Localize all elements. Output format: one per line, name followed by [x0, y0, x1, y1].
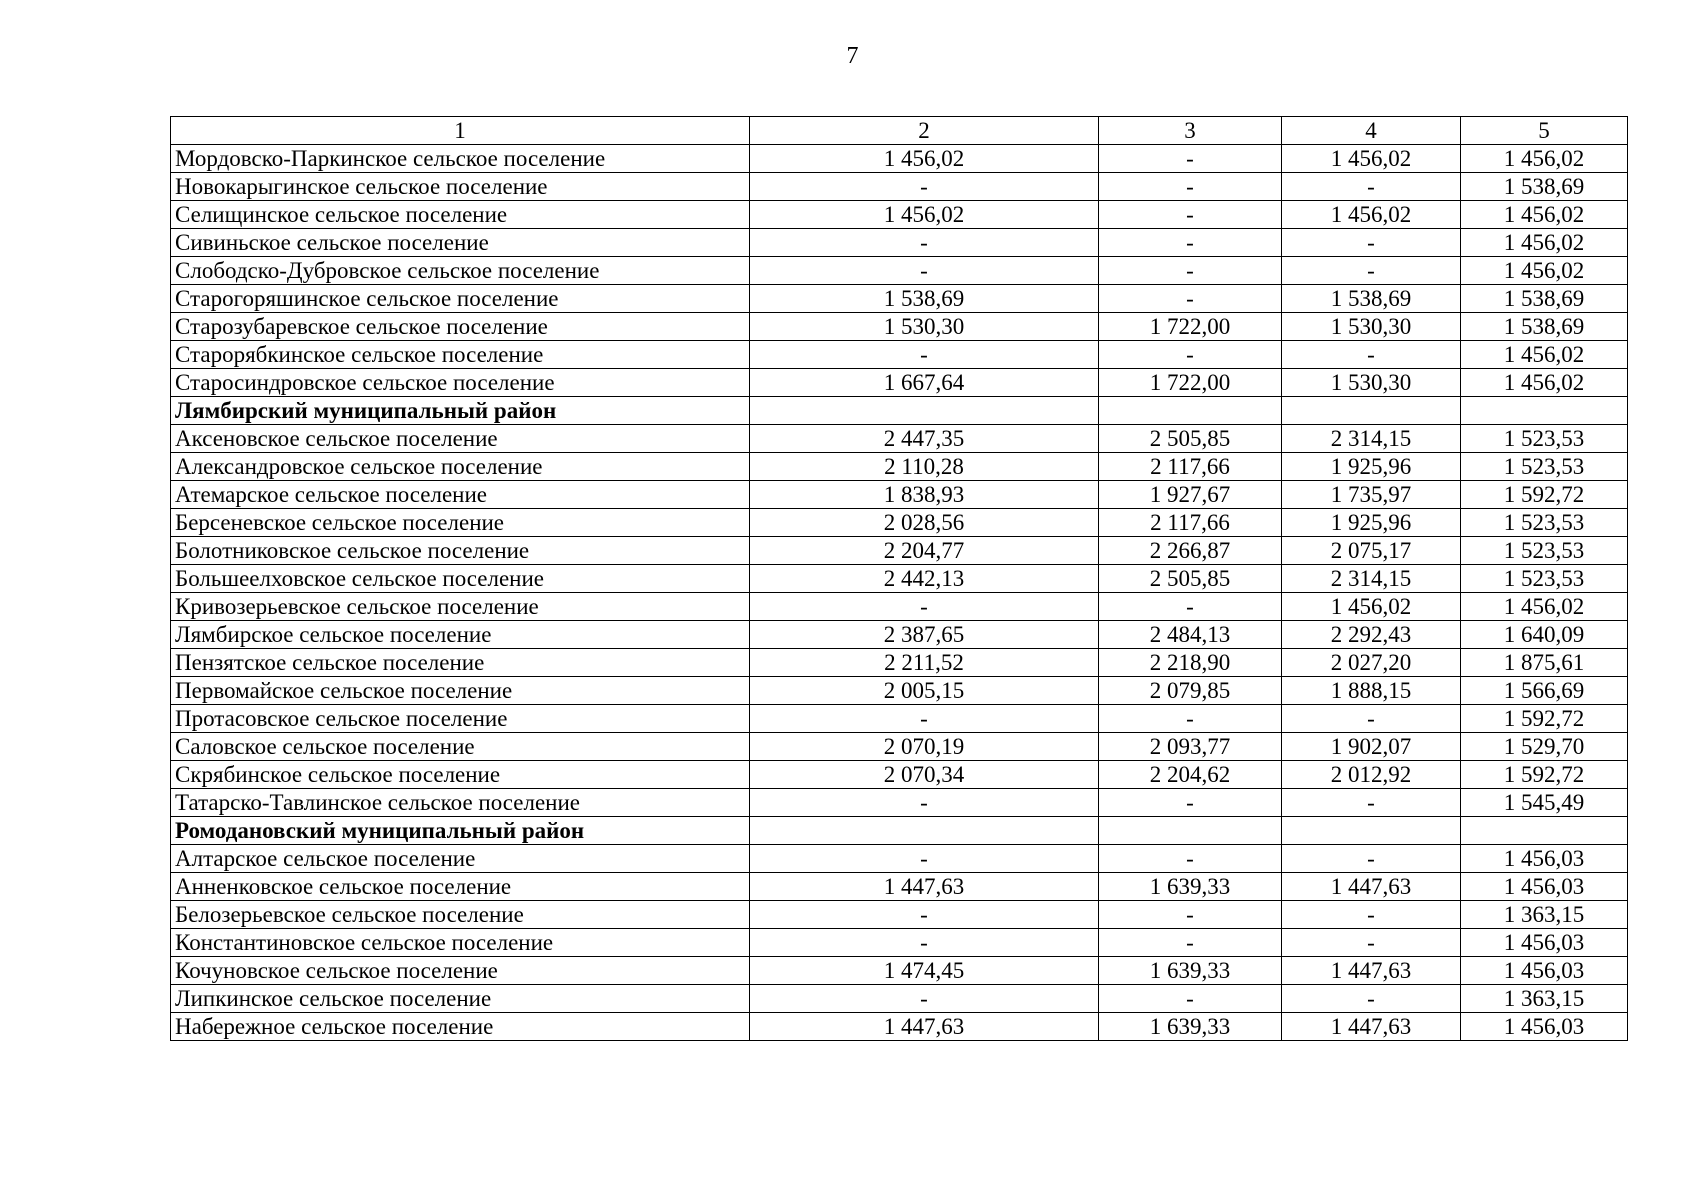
value-cell-col4: 1 456,02	[1282, 593, 1461, 621]
value-cell-col2: -	[750, 593, 1099, 621]
table-row	[171, 369, 1628, 397]
value-cell-col2: 2 447,35	[750, 425, 1099, 453]
value-cell-col5: 1 566,69	[1461, 677, 1628, 705]
settlement-name-cell: Мордовско-Паркинское сельское поселение	[171, 145, 750, 173]
table-row	[171, 929, 1628, 957]
settlement-name-cell: Старорябкинское сельское поселение	[171, 341, 750, 369]
table-row	[171, 593, 1628, 621]
value-cell-col5: 1 363,15	[1461, 901, 1628, 929]
value-cell-col4: -	[1282, 341, 1461, 369]
table-row	[171, 313, 1628, 341]
value-cell-col5	[1461, 817, 1628, 845]
value-cell-col3: -	[1099, 229, 1282, 257]
value-cell-col2: 2 070,19	[750, 733, 1099, 761]
value-cell-col5: 1 592,72	[1461, 481, 1628, 509]
value-cell-col5: 1 523,53	[1461, 537, 1628, 565]
value-cell-col3	[1099, 397, 1282, 425]
value-cell-col5: 1 456,02	[1461, 145, 1628, 173]
value-cell-col5: 1 538,69	[1461, 285, 1628, 313]
value-cell-col3: 2 093,77	[1099, 733, 1282, 761]
settlement-name-cell: Атемарское сельское поселение	[171, 481, 750, 509]
value-cell-col3: 2 218,90	[1099, 649, 1282, 677]
value-cell-col4: 1 888,15	[1282, 677, 1461, 705]
table-row	[171, 621, 1628, 649]
settlement-name-cell: Берсеневское сельское поселение	[171, 509, 750, 537]
value-cell-col3: 1 639,33	[1099, 957, 1282, 985]
value-cell-col4: 1 447,63	[1282, 1013, 1461, 1041]
value-cell-col3: 2 079,85	[1099, 677, 1282, 705]
table-row	[171, 201, 1628, 229]
value-cell-col5: 1 456,03	[1461, 957, 1628, 985]
settlement-name-cell: Старогоряшинское сельское поселение	[171, 285, 750, 313]
value-cell-col2: 2 442,13	[750, 565, 1099, 593]
table-row	[171, 1013, 1628, 1041]
value-cell-col3: -	[1099, 901, 1282, 929]
value-cell-col3: 1 639,33	[1099, 1013, 1282, 1041]
value-cell-col3: -	[1099, 845, 1282, 873]
data-table	[170, 116, 1628, 1041]
value-cell-col2: -	[750, 789, 1099, 817]
value-cell-col3: -	[1099, 929, 1282, 957]
settlement-name-cell: Первомайское сельское поселение	[171, 677, 750, 705]
district-name-cell: Лямбирский муниципальный район	[171, 397, 750, 425]
value-cell-col4	[1282, 817, 1461, 845]
value-cell-col2: 2 211,52	[750, 649, 1099, 677]
settlement-name-cell: Кочуновское сельское поселение	[171, 957, 750, 985]
table-row	[171, 229, 1628, 257]
value-cell-col5: 1 640,09	[1461, 621, 1628, 649]
value-cell-col3: -	[1099, 201, 1282, 229]
page-number: 7	[846, 43, 859, 69]
value-cell-col3: -	[1099, 173, 1282, 201]
settlement-name-cell: Константиновское сельское поселение	[171, 929, 750, 957]
settlement-name-cell: Аксеновское сельское поселение	[171, 425, 750, 453]
value-cell-col5: 1 592,72	[1461, 761, 1628, 789]
value-cell-col5: 1 592,72	[1461, 705, 1628, 733]
settlement-name-cell: Протасовское сельское поселение	[171, 705, 750, 733]
value-cell-col3: 1 722,00	[1099, 313, 1282, 341]
value-cell-col3: -	[1099, 285, 1282, 313]
value-cell-col5: 1 456,02	[1461, 229, 1628, 257]
value-cell-col3: -	[1099, 593, 1282, 621]
value-cell-col2: 1 447,63	[750, 873, 1099, 901]
value-cell-col3: -	[1099, 341, 1282, 369]
value-cell-col3: -	[1099, 257, 1282, 285]
value-cell-col5: 1 456,03	[1461, 1013, 1628, 1041]
value-cell-col2	[750, 397, 1099, 425]
value-cell-col2: -	[750, 257, 1099, 285]
value-cell-col4: 2 012,92	[1282, 761, 1461, 789]
value-cell-col3: -	[1099, 145, 1282, 173]
value-cell-col2: 2 005,15	[750, 677, 1099, 705]
value-cell-col3: -	[1099, 789, 1282, 817]
table-row	[171, 537, 1628, 565]
value-cell-col5: 1 456,02	[1461, 369, 1628, 397]
value-cell-col3: 2 505,85	[1099, 425, 1282, 453]
settlement-name-cell: Селищинское сельское поселение	[171, 201, 750, 229]
value-cell-col5: 1 523,53	[1461, 453, 1628, 481]
value-cell-col4	[1282, 397, 1461, 425]
settlement-name-cell: Пензятское сельское поселение	[171, 649, 750, 677]
value-cell-col2: 2 110,28	[750, 453, 1099, 481]
table-header-row	[171, 117, 1628, 145]
value-cell-col4: 1 735,97	[1282, 481, 1461, 509]
value-cell-col4: -	[1282, 845, 1461, 873]
table-row	[171, 565, 1628, 593]
table-row	[171, 677, 1628, 705]
value-cell-col4: 2 292,43	[1282, 621, 1461, 649]
table-row	[171, 509, 1628, 537]
value-cell-col4: 1 456,02	[1282, 145, 1461, 173]
column-header: 2	[750, 117, 1099, 145]
district-group-row	[171, 397, 1628, 425]
value-cell-col5: 1 456,03	[1461, 929, 1628, 957]
value-cell-col4: 2 314,15	[1282, 425, 1461, 453]
value-cell-col2: 2 070,34	[750, 761, 1099, 789]
value-cell-col2: -	[750, 229, 1099, 257]
value-cell-col5: 1 523,53	[1461, 565, 1628, 593]
value-cell-col4: -	[1282, 257, 1461, 285]
value-cell-col2: 1 456,02	[750, 201, 1099, 229]
table-row	[171, 789, 1628, 817]
value-cell-col4: -	[1282, 229, 1461, 257]
table-row	[171, 649, 1628, 677]
value-cell-col3: 2 117,66	[1099, 509, 1282, 537]
value-cell-col2: 2 204,77	[750, 537, 1099, 565]
value-cell-col5: 1 545,49	[1461, 789, 1628, 817]
settlement-name-cell: Скрябинское сельское поселение	[171, 761, 750, 789]
settlement-name-cell: Набережное сельское поселение	[171, 1013, 750, 1041]
value-cell-col4: -	[1282, 789, 1461, 817]
value-cell-col2: -	[750, 341, 1099, 369]
value-cell-col2: 1 456,02	[750, 145, 1099, 173]
table-row	[171, 873, 1628, 901]
value-cell-col5: 1 523,53	[1461, 509, 1628, 537]
value-cell-col5: 1 529,70	[1461, 733, 1628, 761]
value-cell-col3: 1 927,67	[1099, 481, 1282, 509]
value-cell-col2: -	[750, 901, 1099, 929]
value-cell-col2: -	[750, 929, 1099, 957]
settlement-name-cell: Сивиньское сельское поселение	[171, 229, 750, 257]
table-row	[171, 901, 1628, 929]
value-cell-col4: 1 902,07	[1282, 733, 1461, 761]
column-header: 4	[1282, 117, 1461, 145]
value-cell-col4: 1 925,96	[1282, 509, 1461, 537]
table-row	[171, 481, 1628, 509]
value-cell-col4: 1 925,96	[1282, 453, 1461, 481]
value-cell-col2: 1 538,69	[750, 285, 1099, 313]
value-cell-col3: -	[1099, 705, 1282, 733]
settlement-name-cell: Липкинское сельское поселение	[171, 985, 750, 1013]
settlement-name-cell: Алтарское сельское поселение	[171, 845, 750, 873]
value-cell-col5: 1 456,02	[1461, 201, 1628, 229]
value-cell-col4: 2 075,17	[1282, 537, 1461, 565]
table-row	[171, 761, 1628, 789]
settlement-name-cell: Лямбирское сельское поселение	[171, 621, 750, 649]
value-cell-col4: -	[1282, 173, 1461, 201]
value-cell-col2: -	[750, 985, 1099, 1013]
value-cell-col3: 2 117,66	[1099, 453, 1282, 481]
value-cell-col4: 1 456,02	[1282, 201, 1461, 229]
value-cell-col4: 1 447,63	[1282, 873, 1461, 901]
value-cell-col2: -	[750, 173, 1099, 201]
settlement-name-cell: Новокарыгинское сельское поселение	[171, 173, 750, 201]
value-cell-col5: 1 538,69	[1461, 313, 1628, 341]
column-header: 1	[171, 117, 750, 145]
value-cell-col5: 1 363,15	[1461, 985, 1628, 1013]
district-name-cell: Ромодановский муниципальный район	[171, 817, 750, 845]
value-cell-col4: -	[1282, 901, 1461, 929]
district-group-row	[171, 817, 1628, 845]
value-cell-col3: 2 484,13	[1099, 621, 1282, 649]
settlement-name-cell: Кривозерьевское сельское поселение	[171, 593, 750, 621]
value-cell-col5: 1 456,02	[1461, 257, 1628, 285]
settlement-name-cell: Старосиндровское сельское поселение	[171, 369, 750, 397]
table-row	[171, 425, 1628, 453]
value-cell-col4: 1 538,69	[1282, 285, 1461, 313]
table-row	[171, 341, 1628, 369]
settlement-name-cell: Старозубаревское сельское поселение	[171, 313, 750, 341]
value-cell-col4: 1 530,30	[1282, 369, 1461, 397]
value-cell-col2: 1 447,63	[750, 1013, 1099, 1041]
value-cell-col2: 1 530,30	[750, 313, 1099, 341]
value-cell-col4: -	[1282, 929, 1461, 957]
value-cell-col5: 1 538,69	[1461, 173, 1628, 201]
table-row	[171, 845, 1628, 873]
value-cell-col2: 2 387,65	[750, 621, 1099, 649]
table-row	[171, 985, 1628, 1013]
value-cell-col3: 1 722,00	[1099, 369, 1282, 397]
settlement-name-cell: Слободско-Дубровское сельское поселение	[171, 257, 750, 285]
value-cell-col5: 1 456,03	[1461, 873, 1628, 901]
value-cell-col2: 1 667,64	[750, 369, 1099, 397]
value-cell-col5: 1 523,53	[1461, 425, 1628, 453]
column-header: 3	[1099, 117, 1282, 145]
value-cell-col5	[1461, 397, 1628, 425]
value-cell-col4: 1 447,63	[1282, 957, 1461, 985]
value-cell-col5: 1 875,61	[1461, 649, 1628, 677]
value-cell-col2: 1 474,45	[750, 957, 1099, 985]
value-cell-col5: 1 456,03	[1461, 845, 1628, 873]
table-row	[171, 145, 1628, 173]
value-cell-col3: 1 639,33	[1099, 873, 1282, 901]
value-cell-col4: 1 530,30	[1282, 313, 1461, 341]
settlement-name-cell: Саловское сельское поселение	[171, 733, 750, 761]
value-cell-col2: 2 028,56	[750, 509, 1099, 537]
table-body	[171, 117, 1628, 1041]
value-cell-col3: -	[1099, 985, 1282, 1013]
settlement-name-cell: Анненковское сельское поселение	[171, 873, 750, 901]
value-cell-col4: 2 314,15	[1282, 565, 1461, 593]
value-cell-col3: 2 204,62	[1099, 761, 1282, 789]
settlement-name-cell: Болотниковское сельское поселение	[171, 537, 750, 565]
table-row	[171, 257, 1628, 285]
settlement-name-cell: Александровское сельское поселение	[171, 453, 750, 481]
column-header: 5	[1461, 117, 1628, 145]
settlement-name-cell: Белозерьевское сельское поселение	[171, 901, 750, 929]
value-cell-col4: -	[1282, 705, 1461, 733]
value-cell-col3	[1099, 817, 1282, 845]
settlement-name-cell: Татарско-Тавлинское сельское поселение	[171, 789, 750, 817]
value-cell-col3: 2 505,85	[1099, 565, 1282, 593]
table-row	[171, 957, 1628, 985]
table-row	[171, 453, 1628, 481]
value-cell-col4: -	[1282, 985, 1461, 1013]
value-cell-col2: -	[750, 845, 1099, 873]
value-cell-col3: 2 266,87	[1099, 537, 1282, 565]
value-cell-col5: 1 456,02	[1461, 593, 1628, 621]
table-row	[171, 705, 1628, 733]
value-cell-col2: 1 838,93	[750, 481, 1099, 509]
value-cell-col4: 2 027,20	[1282, 649, 1461, 677]
table-row	[171, 733, 1628, 761]
value-cell-col2	[750, 817, 1099, 845]
table-row	[171, 285, 1628, 313]
value-cell-col2: -	[750, 705, 1099, 733]
table-row	[171, 173, 1628, 201]
settlement-name-cell: Большеелховское сельское поселение	[171, 565, 750, 593]
value-cell-col5: 1 456,02	[1461, 341, 1628, 369]
